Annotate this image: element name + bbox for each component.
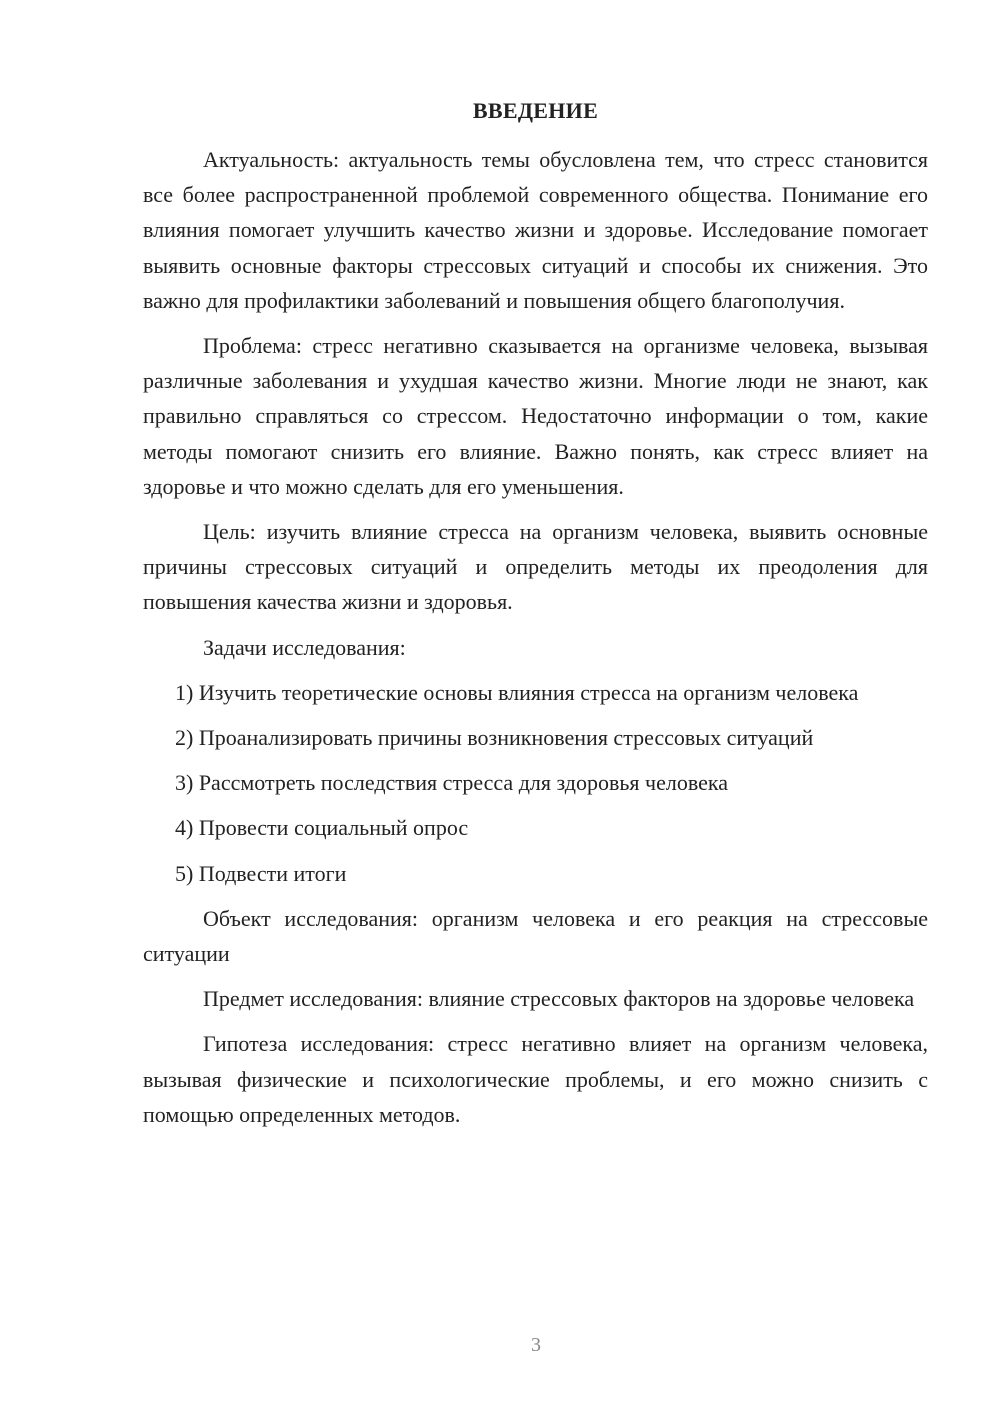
- tasks-heading: Задачи исследования:: [203, 634, 406, 660]
- document-title: ВВЕДЕНИЕ: [472, 98, 599, 123]
- list-item: 1) Изучить теоретические основы влияния стресса на организм человека: [175, 679, 859, 705]
- paragraph-problem: Проблема: стресс негативно сказывается на организме человека, вызывая различные заболевания и ухудшая качество жизни. Многие люди не знают, как правильно справляться со стрессом. Недостаточно информации о том, какие методы помогают снизить его влияние. Важно понять, как стресс влияет на здоровье и что можно сделать для его уменьшения.: [143, 333, 928, 499]
- page-number: 3: [531, 1334, 541, 1356]
- paragraph-relevance: Актуальность: актуальность темы обусловлена тем, что стресс становится все более распространенной проблемой современного общества. Понимание его влияния помогает улучшить качество жизни и здоровье. Исследование помогает выявить основные факторы стрессовых ситуаций и способы их снижения. Это важно для профилактики заболеваний и повышения общего благополучия.: [143, 147, 928, 313]
- list-item: 3) Рассмотреть последствия стресса для здоровья человека: [175, 770, 728, 796]
- document-page: [143, 96, 928, 1132]
- list-item: 5) Подвести итоги: [175, 860, 347, 886]
- paragraph-goal: Цель: изучить влияние стресса на организм человека, выявить основные причины стрессовых ситуаций и определить методы их преодоления для повышения качества жизни и здоровья.: [143, 519, 928, 615]
- paragraph-hypothesis: Гипотеза исследования: стресс негативно влияет на организм человека, вызывая физические и психологические проблемы, и его можно снизить с помощью определенных методов.: [143, 1031, 928, 1127]
- tasks-list: [143, 675, 928, 891]
- paragraph-object: Объект исследования: организм человека и его реакция на стрессовые ситуации: [143, 905, 928, 967]
- paragraph-subject: Предмет исследования: влияние стрессовых факторов на здоровье человека: [203, 986, 915, 1012]
- list-item: 2) Проанализировать причины возникновения стрессовых ситуаций: [175, 725, 814, 751]
- list-item: 4) Провести социальный опрос: [175, 815, 469, 841]
